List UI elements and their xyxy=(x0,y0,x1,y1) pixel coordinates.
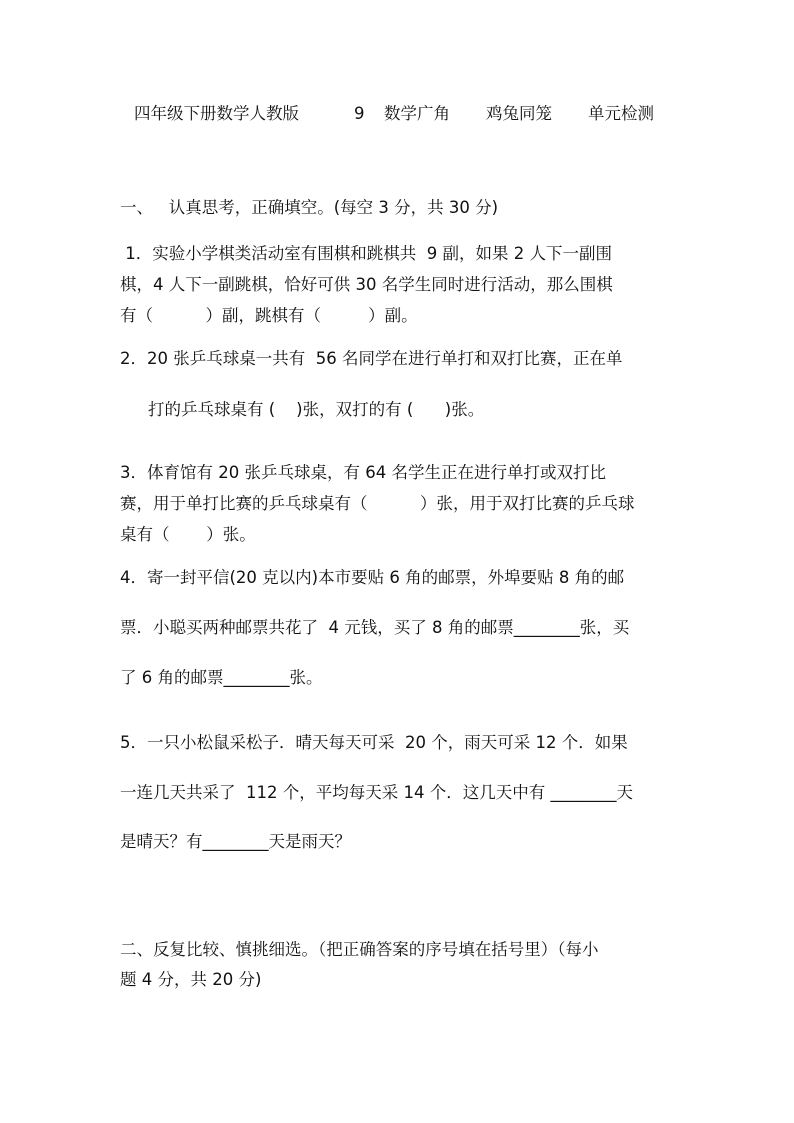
section2-line2: 题 4 分，共 20 分) xyxy=(120,970,262,989)
title-unit-number: 9 xyxy=(354,104,365,123)
q2-line1-text: 2．20 张乒乓球桌一共有 56 名同学在进行单打和双打比赛，正在单 xyxy=(120,349,623,368)
q1-line3: 有（ ）副，跳棋有（ ）副。 xyxy=(120,306,418,325)
page-title xyxy=(0,102,794,126)
q5-line3: 是晴天？有________天是雨天？ xyxy=(120,832,351,851)
title-grade: 四年级下册数学人教版 xyxy=(134,104,299,123)
q1-line2: 棋，4 人下一副跳棋，恰好可供 30 名学生同时进行活动，那么围棋 xyxy=(120,275,613,294)
section1-heading: 一、 认真思考，正确填空。(每空 3 分，共 30 分) xyxy=(120,198,499,217)
q3-line2: 赛，用于单打比赛的乒乓球桌有（ ）张，用于双打比赛的乒乓球 xyxy=(120,494,635,513)
q4-line2: 票．小聪买两种邮票共花了 4 元钱，买了 8 角的邮票________张，买 xyxy=(120,618,630,637)
q5-line2: 一连几天共采了 112 个，平均每天采 14 个．这几天中有 ________天 xyxy=(120,783,633,802)
q5-line1: 5．一只小松鼠采松子．晴天每天可采 20 个，雨天可采 12 个．如果 xyxy=(120,733,628,752)
q4-line1: 4．寄一封平信(20 克以内)本市要贴 6 角的邮票，外埠要贴 8 角的邮 xyxy=(120,568,625,587)
title-topic: 数学广角 xyxy=(384,104,450,123)
q2-line2: 打的乒乓球桌有 ( )张，双打的有 ( )张。 xyxy=(148,400,485,419)
title-test: 单元检测 xyxy=(588,104,654,123)
q1-line1: 1．实验小学棋类活动室有围棋和跳棋共 9 副，如果 2 人下一副围 xyxy=(120,244,612,263)
q3-line3: 桌有（ ）张。 xyxy=(120,525,256,544)
q3-line1: 3．体育馆有 20 张乒乓球桌，有 64 名学生正在进行单打或双打比 xyxy=(120,463,606,482)
section2-line1: 二、反复比较、慎挑细选。（把正确答案的序号填在括号里）（每小 xyxy=(120,940,599,959)
title-subtopic: 鸡兔同笼 xyxy=(486,104,552,123)
q4-line3: 了 6 角的邮票________张。 xyxy=(120,668,323,687)
